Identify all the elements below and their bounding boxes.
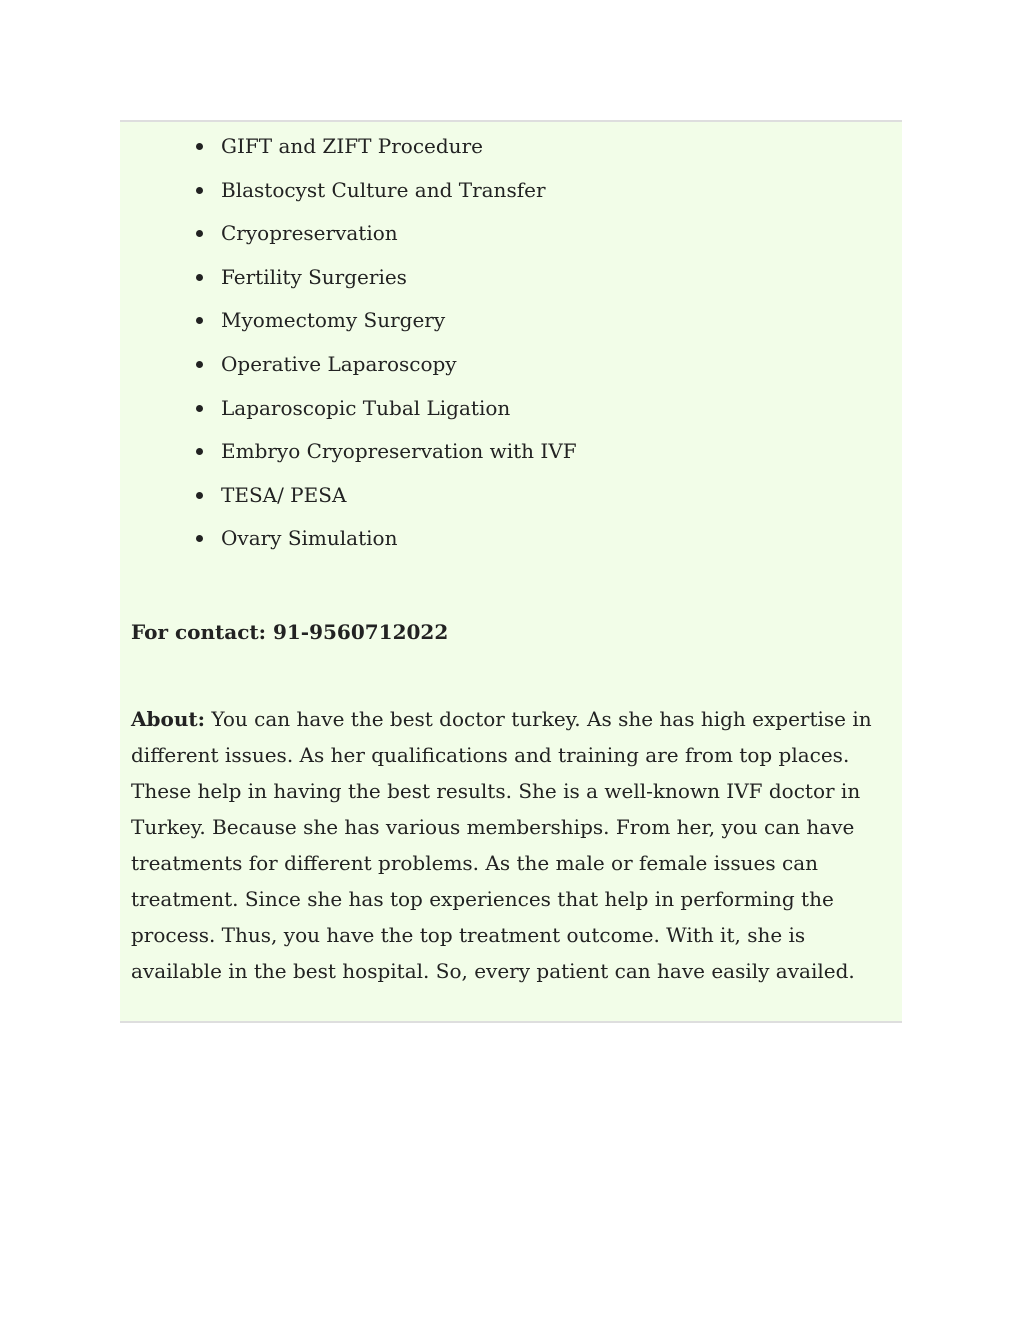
bullet-icon: [196, 317, 203, 324]
list-item: [120, 261, 902, 305]
list-item: [120, 348, 902, 392]
bullet-icon: [196, 492, 203, 499]
list-item: [120, 392, 902, 436]
service-label: Myomectomy Surgery: [221, 308, 446, 333]
bullet-icon: [196, 535, 203, 542]
content-panel: [120, 120, 902, 1023]
services-list: [120, 130, 902, 566]
list-item: [120, 130, 902, 174]
bullet-icon: [196, 405, 203, 412]
about-paragraph: [131, 701, 891, 989]
bullet-icon: [196, 187, 203, 194]
list-item: [120, 522, 902, 566]
service-label: TESA/ PESA: [221, 482, 347, 507]
service-label: Embryo Cryopreservation with IVF: [221, 439, 577, 464]
list-item: [120, 479, 902, 523]
list-item: [120, 174, 902, 218]
bullet-icon: [196, 274, 203, 281]
bullet-icon: [196, 361, 203, 368]
list-item: [120, 304, 902, 348]
service-label: Cryopreservation: [221, 221, 398, 246]
about-label: About:: [131, 707, 206, 731]
contact-line: For contact: 91-9560712022: [131, 620, 449, 644]
list-item: [120, 435, 902, 479]
service-label: Blastocyst Culture and Transfer: [221, 177, 546, 202]
service-label: Fertility Surgeries: [221, 264, 407, 289]
bullet-icon: [196, 230, 203, 237]
about-text: You can have the best doctor turkey. As she has high expertise in different issues. As her qualifications and training are from top places. These help in having the best results. She is a well-known IVF doctor in Turkey. Because she has various memberships. From her, you can have treatments for different problems. As the male or female issues can treatment. Since she has top experiences that help in performing the process. Thus, you have the top treatment outcome. With it, she is available in the best hospital. So, every patient can have easily availed.: [131, 707, 872, 983]
service-label: Ovary Simulation: [221, 526, 398, 551]
bullet-icon: [196, 143, 203, 150]
service-label: Operative Laparoscopy: [221, 351, 457, 376]
service-label: Laparoscopic Tubal Ligation: [221, 395, 511, 420]
list-item: [120, 217, 902, 261]
service-label: GIFT and ZIFT Procedure: [221, 134, 483, 158]
bullet-icon: [196, 448, 203, 455]
